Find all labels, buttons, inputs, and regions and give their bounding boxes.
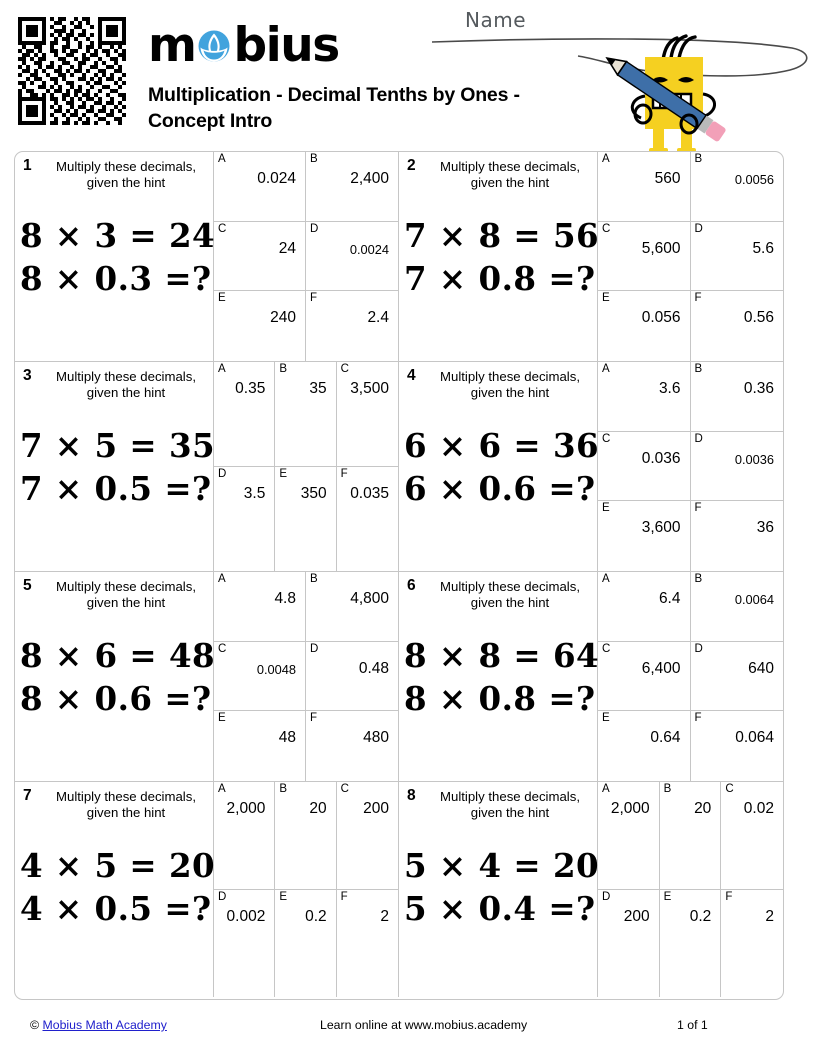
problem-number: 4 [407,367,416,384]
choice-label: C [218,222,227,235]
answer-choice[interactable] [598,572,691,642]
choice-label: A [218,573,226,585]
answer-choice[interactable] [337,782,398,890]
choice-label: B [310,153,318,165]
answer-choice[interactable] [691,642,784,712]
problem-prompt [399,782,600,997]
answer-choice[interactable] [691,572,784,642]
choice-label: F [310,712,318,725]
problem-number: 7 [23,787,32,804]
choice-value: 3,500 [350,380,389,397]
choice-value: 0.002 [226,907,266,925]
problem-card-1[interactable] [15,152,399,361]
answer-choice[interactable] [214,782,275,890]
problem-instruction: Multiply these decimals, given the hint [56,789,196,821]
answer-choice[interactable] [721,782,783,890]
name-label: Name [465,8,527,32]
choice-label: E [218,712,226,725]
choice-value: 0.56 [743,309,774,327]
choice-label: E [602,292,610,305]
choice-label: C [725,783,734,795]
page-footer [0,1018,815,1042]
answer-choice[interactable] [337,467,398,572]
choice-label: A [218,783,226,795]
answer-choice[interactable] [214,362,275,467]
answer-choice[interactable] [306,291,398,361]
qr-code-icon[interactable] [14,12,130,130]
answer-choice[interactable] [691,152,784,222]
choice-label: B [694,153,703,165]
hint-equation: 6 × 6 = 36 [404,426,600,465]
choice-label: B [279,363,287,375]
choice-value: 0.48 [358,659,389,677]
answer-choice[interactable] [275,467,336,572]
choice-label: F [310,292,318,305]
hint-equation: 8 × 6 = 48 [20,636,216,675]
worksheet-grid [14,151,784,1000]
choice-label: D [310,642,319,655]
choice-value: 20 [694,800,712,817]
answer-choice[interactable] [660,890,722,998]
answer-choice[interactable] [721,890,783,998]
answer-choice[interactable] [275,782,336,890]
choice-value: 0.0064 [734,592,774,607]
question-equation: 4 × 0.5 =? [20,889,212,929]
problem-prompt [15,572,216,781]
problem-card-4[interactable] [399,362,783,571]
problem-prompt [399,152,600,361]
problem-instruction: Multiply these decimals, given the hint [56,159,196,191]
answer-choice[interactable] [306,572,398,642]
choice-value: 4,800 [350,590,389,607]
answer-choice[interactable] [598,432,691,502]
problem-number: 3 [23,367,32,384]
choice-label: B [279,783,287,795]
logo-swirl-icon [194,25,234,65]
choice-label: A [602,573,610,585]
question-equation: 5 × 0.4 =? [404,889,596,929]
answer-choice[interactable] [691,501,784,571]
choice-value: 35 [309,380,327,397]
answer-choice[interactable] [214,222,306,292]
problem-number: 2 [407,157,416,174]
choice-value: 24 [278,239,296,257]
choice-value: 560 [654,170,681,187]
answer-choice[interactable] [306,642,398,712]
question-equation: 7 × 0.8 =? [404,259,596,299]
page-title: Multiplication - Decimal Tenths by Ones - Concept Intro [148,84,520,133]
answer-choice[interactable] [214,467,275,572]
choice-value: 200 [623,907,650,925]
question-equation: 7 × 0.5 =? [20,469,212,509]
page-count: 1 of 1 [677,1018,708,1032]
choice-value: 5.6 [752,239,774,257]
problem-number: 6 [407,577,416,594]
choice-label: C [340,783,349,795]
problem-instruction: Multiply these decimals, given the hint [440,159,580,191]
answer-choice[interactable] [337,362,398,467]
answer-choice[interactable] [598,291,691,361]
answer-choice[interactable] [337,890,398,998]
choice-value: 200 [363,800,389,817]
mobius-math-academy-link[interactable]: Mobius Math Academy [42,1018,167,1032]
choice-label: B [694,363,703,375]
choice-value: 0.0056 [734,172,774,187]
choice-label: E [663,890,672,903]
choice-value: 0.056 [641,309,681,327]
choice-label: A [602,153,610,165]
answer-choice[interactable] [598,222,691,292]
choice-value: 0.024 [257,170,296,187]
hint-equation: 7 × 8 = 56 [404,216,600,255]
copyright-notice [30,1018,167,1032]
name-field-area [420,2,815,150]
problem-equations [15,634,216,720]
choice-value: 3.6 [658,380,681,397]
choice-value: 3.5 [243,484,266,502]
choice-value: 6.4 [658,590,681,607]
choice-label: D [694,642,703,655]
problem-number: 8 [407,787,416,804]
question-equation: 6 × 0.6 =? [404,469,596,509]
problem-instruction: Multiply these decimals, given the hint [56,579,196,611]
answer-choice[interactable] [598,642,691,712]
problem-equations [399,844,600,930]
answer-choice[interactable] [214,572,306,642]
question-equation: 8 × 0.3 =? [20,259,212,299]
choice-value: 2,400 [350,170,389,187]
choice-value: 36 [756,519,774,537]
answer-choice[interactable] [598,362,691,432]
problem-row [15,782,783,997]
choice-value: 48 [278,729,296,747]
choice-label: E [602,712,610,725]
problem-card-2[interactable] [399,152,783,361]
choice-value: 20 [309,800,327,817]
choice-value: 0.035 [350,484,389,502]
answer-choices [597,362,783,571]
hint-equation: 7 × 5 = 35 [20,426,216,465]
choice-label: B [694,573,703,585]
choice-value: 5,600 [641,239,681,257]
choice-label: A [602,783,610,795]
choice-value: 0.35 [235,380,266,397]
choice-label: A [218,363,226,375]
problem-instruction: Multiply these decimals, given the hint [440,789,580,821]
choice-label: A [602,363,610,375]
choice-label: C [340,363,349,375]
choice-value: 2.4 [367,309,389,327]
answer-choice[interactable] [214,890,275,998]
problem-equations [15,844,216,930]
answer-choice[interactable] [691,362,784,432]
problem-equations [399,214,600,300]
copyright-symbol: © [30,1018,40,1032]
answer-choice[interactable] [214,152,306,222]
choice-label: C [602,222,611,235]
choice-value: 0.64 [650,729,681,747]
choice-value: 0.36 [743,380,774,397]
answer-choices [597,152,783,361]
choice-label: E [279,467,287,480]
answer-choices [213,572,398,781]
choice-value: 2 [765,907,774,925]
choice-value: 0.2 [689,907,712,925]
problem-equations [15,214,216,300]
choice-value: 0.02 [743,800,774,817]
problem-number: 5 [23,577,32,594]
hint-equation: 8 × 8 = 64 [404,636,600,675]
answer-choice[interactable] [275,362,336,467]
problem-prompt [15,152,216,361]
learn-online-text: Learn online at www.mobius.academy [320,1018,528,1032]
choice-value: 350 [300,484,327,502]
logo-text-bius: bius [233,17,339,73]
choice-label: E [279,890,287,903]
problem-equations [399,424,600,510]
answer-choice[interactable] [275,890,336,998]
problem-row [15,362,783,572]
problem-number: 1 [23,157,32,174]
answer-choices [213,362,398,571]
choice-value: 0.0048 [256,661,296,677]
problem-prompt [399,572,600,781]
logo-text-m: m [148,17,196,73]
problem-card-5[interactable] [15,572,399,781]
answer-choice[interactable] [598,501,691,571]
answer-choices [597,572,783,781]
answer-choices [213,782,398,997]
choice-value: 0.064 [735,729,774,747]
choice-label: D [218,890,227,903]
problem-row [15,572,783,782]
answer-choice[interactable] [598,152,691,222]
choice-label: F [694,712,702,725]
problem-row [15,152,783,362]
choice-value: 0.0036 [734,451,774,467]
choice-value: 0.036 [641,449,681,467]
choice-label: D [694,222,703,235]
choice-value: 0.0024 [349,241,389,257]
answer-choice[interactable] [214,291,306,361]
choice-label: E [218,292,226,305]
answer-choice[interactable] [691,222,784,292]
choice-label: D [694,432,703,445]
choice-label: D [602,890,611,903]
problem-prompt [15,782,216,997]
answer-choice[interactable] [691,291,784,361]
choice-value: 640 [748,659,774,677]
problem-instruction: Multiply these decimals, given the hint [440,369,580,401]
problem-instruction: Multiply these decimals, given the hint [56,369,196,401]
mascot-pencil-icon [605,24,750,154]
choice-label: F [340,890,348,903]
choice-label: B [663,783,672,795]
choice-label: D [218,467,227,480]
hint-equation: 4 × 5 = 20 [20,846,216,885]
choice-label: A [218,153,226,165]
problem-prompt [15,362,216,571]
answer-choice[interactable] [598,890,660,998]
choice-value: 4.8 [274,590,296,607]
choice-label: F [340,467,348,480]
choice-value: 2,000 [226,800,266,817]
choice-value: 2,000 [610,800,650,817]
answer-choice[interactable] [691,711,784,781]
choice-value: 3,600 [641,519,681,537]
answer-choice[interactable] [306,711,398,781]
answer-choices [213,152,398,361]
choice-label: F [694,502,702,515]
choice-value: 240 [270,309,296,327]
answer-choice[interactable] [660,782,722,890]
question-equation: 8 × 0.6 =? [20,679,212,719]
answer-choice[interactable] [306,222,398,292]
choice-label: C [218,642,227,655]
answer-choice[interactable] [691,432,784,502]
choice-label: E [602,502,610,515]
problem-instruction: Multiply these decimals, given the hint [440,579,580,611]
problem-card-7[interactable] [15,782,399,997]
choice-label: C [602,432,611,445]
choice-label: F [725,890,733,903]
page-header [0,0,815,150]
answer-choice[interactable] [214,711,306,781]
question-equation: 8 × 0.8 =? [404,679,596,719]
hint-equation: 5 × 4 = 20 [404,846,600,885]
choice-label: F [694,292,702,305]
choice-value: 480 [363,729,389,747]
choice-label: D [310,222,319,235]
answer-choice[interactable] [214,642,306,712]
answer-choice[interactable] [598,711,691,781]
choice-value: 0.2 [305,907,327,925]
hint-equation: 8 × 3 = 24 [20,216,216,255]
choice-label: B [310,573,318,585]
choice-label: C [602,642,611,655]
answer-choice[interactable] [598,782,660,890]
answer-choices [597,782,783,997]
problem-card-8[interactable] [399,782,783,997]
problem-card-3[interactable] [15,362,399,571]
problem-prompt [399,362,600,571]
problem-card-6[interactable] [399,572,783,781]
answer-choice[interactable] [306,152,398,222]
choice-value: 2 [380,907,389,925]
choice-value: 6,400 [641,659,681,677]
problem-equations [399,634,600,720]
problem-equations [15,424,216,510]
